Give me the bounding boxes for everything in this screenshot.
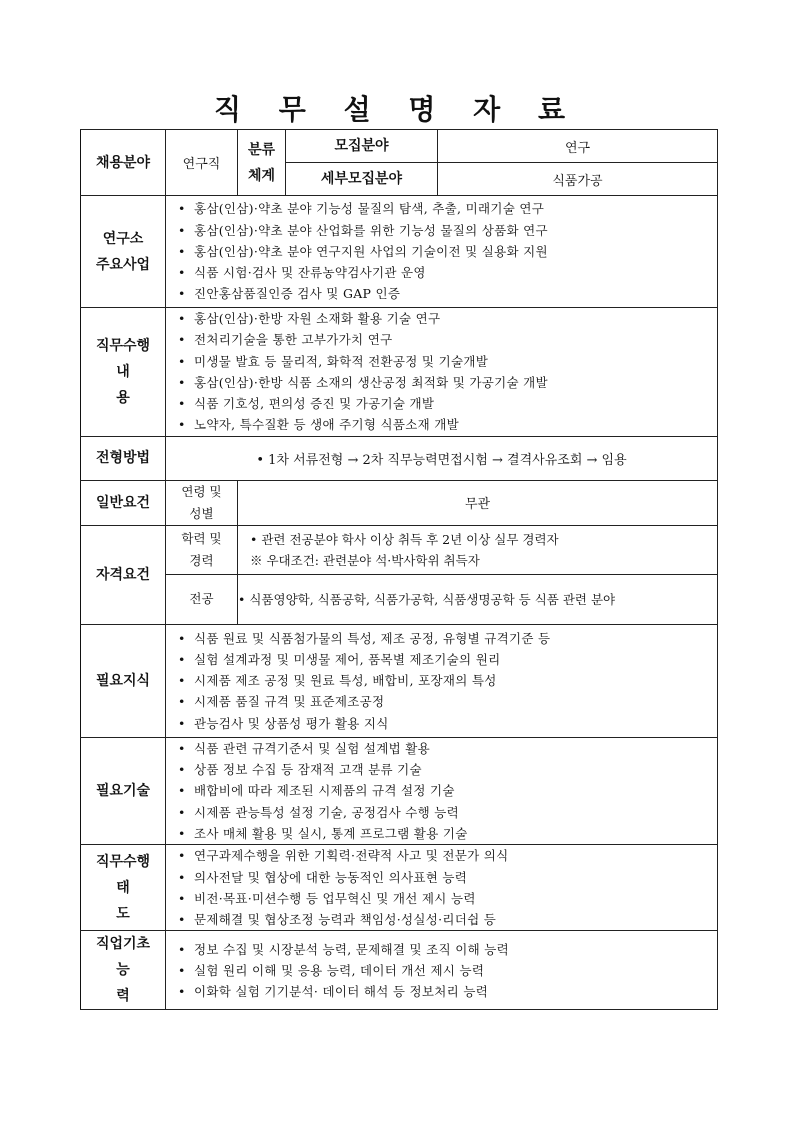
list-item: • 전처리기술을 통한 고부가가치 연구 — [178, 329, 717, 350]
document-title: 직 무 설 명 자 료 — [213, 93, 580, 126]
subcategory-label: 세부모집분야 — [286, 163, 438, 196]
list-item: • 식품 원료 및 식품첨가물의 특성, 제조 공정, 유형별 규격기준 등 — [178, 628, 717, 649]
skills-content — [166, 737, 718, 844]
job-content-list — [166, 308, 717, 436]
list-item: • 연구과제수행을 위한 기획력·전략적 사고 및 전문가 의식 — [178, 845, 717, 866]
classification-label-line-2: 체계 — [247, 167, 276, 184]
category-label: 모집분야 — [286, 130, 438, 163]
preferred-condition: ※ 우대조건: 관련분야 석·박사학위 취득자 — [250, 552, 480, 568]
general-requirements-label: 일반요건 — [81, 480, 166, 525]
skills-list — [166, 738, 717, 844]
list-item: • 문제해결 및 협상조정 능력과 책임성·성실성·리더쉽 등 — [178, 909, 717, 930]
attitude-list — [166, 845, 717, 930]
age-gender-label-line-2: 성별 — [189, 505, 214, 521]
list-item: • 관능검사 및 상품성 평가 활용 지식 — [178, 713, 717, 734]
list-item: • 식품 시험·검사 및 잔류농약검사기관 운영 — [178, 262, 717, 283]
list-item: • 노약자, 특수질환 등 생애 주기형 식품소재 개발 — [178, 414, 717, 435]
knowledge-list — [166, 628, 717, 734]
knowledge-label: 필요지식 — [81, 624, 166, 737]
list-item: • 시제품 관능특성 설정 기술, 공정검사 수행 능력 — [178, 802, 717, 823]
institute-business-content — [166, 196, 718, 308]
list-item: • 이화학 실험 기기분석· 데이터 해석 등 정보처리 능력 — [178, 981, 717, 1002]
basic-competency-label-char-1: 능 — [116, 962, 130, 979]
job-content-label-line-2 — [81, 359, 165, 411]
job-content-label-char-1: 내 — [116, 363, 130, 380]
list-item: • 홍삼(인삼)·한방 식품 소재의 생산공정 최적화 및 가공기술 개발 — [178, 372, 717, 393]
education-career-content — [238, 525, 718, 574]
attitude-label-line-1: 직무수행 — [95, 853, 151, 870]
list-item: • 홍삼(인삼)·약초 분야 기능성 물질의 탐색, 추출, 미래기술 연구 — [178, 198, 717, 219]
subcategory-value: 식품가공 — [438, 163, 718, 196]
list-item: • 정보 수집 및 시장분석 능력, 문제해결 및 조직 이해 능력 — [178, 939, 717, 960]
classification-label-line-1: 분류 — [247, 141, 276, 158]
major-label: 전공 — [166, 574, 238, 624]
job-description-table — [80, 129, 718, 1010]
age-gender-value: 무관 — [238, 480, 718, 525]
basic-competency-label-line-1: 직업기초 — [95, 936, 151, 953]
education-requirement: • 관련 전공분야 학사 이상 취득 후 2년 이상 실무 경력자 — [250, 531, 559, 547]
list-item: • 시제품 품질 규격 및 표준제조공정 — [178, 691, 717, 712]
institute-business-label-line-1: 연구소 — [102, 230, 144, 247]
age-gender-label-line-1: 연령 및 — [181, 483, 222, 499]
job-content-label — [81, 308, 166, 437]
knowledge-content — [166, 624, 718, 737]
education-career-label-line-1: 학력 및 — [181, 530, 222, 546]
job-content-label-line-1: 직무수행 — [95, 337, 151, 354]
list-item: • 실험 원리 이해 및 응용 능력, 데이터 개선 제시 능력 — [178, 960, 717, 981]
attitude-label — [81, 845, 166, 931]
list-item: • 식품 기호성, 편의성 증진 및 가공기술 개발 — [178, 393, 717, 414]
list-item: • 홍삼(인삼)·한방 자원 소재화 활용 기술 연구 — [178, 308, 717, 329]
list-item: • 비전·목표·미션수행 등 업무혁신 및 개선 제시 능력 — [178, 888, 717, 909]
list-item: • 미생물 발효 등 물리적, 화학적 전환공정 및 기술개발 — [178, 351, 717, 372]
basic-competency-label — [81, 931, 166, 1010]
recruitment-field-label: 채용분야 — [81, 130, 166, 196]
list-item: • 조사 매체 활용 및 실시, 통계 프로그램 활용 기술 — [178, 823, 717, 844]
list-item: • 배합비에 따라 제조된 시제품의 규격 설정 기술 — [178, 780, 717, 801]
basic-competency-label-char-2: 력 — [116, 988, 130, 1005]
attitude-label-char-1: 태 — [116, 879, 130, 896]
major-value: • 식품영양학, 식품공학, 식품가공학, 식품생명공학 등 식품 관련 분야 — [238, 574, 718, 624]
list-item: • 진안홍삼품질인증 검사 및 GAP 인증 — [178, 283, 717, 304]
basic-competency-content — [166, 931, 718, 1010]
institute-business-label-line-2: 주요사업 — [95, 256, 151, 273]
basic-competency-label-line-2 — [81, 957, 165, 1009]
institute-business-label — [81, 196, 166, 308]
education-career-label-line-2: 경력 — [189, 552, 214, 568]
list-item: • 홍삼(인삼)·약초 분야 연구지원 사업의 기술이전 및 실용화 지원 — [178, 241, 717, 262]
list-item: • 홍삼(인삼)·약초 분야 산업화를 위한 기능성 물질의 상품화 연구 — [178, 220, 717, 241]
classification-label — [238, 130, 286, 196]
qualifications-label: 자격요건 — [81, 525, 166, 624]
list-item: • 식품 관련 규격기준서 및 실험 설계법 활용 — [178, 738, 717, 759]
job-content-content — [166, 308, 718, 437]
list-item: • 상품 정보 수집 등 잠재적 고객 분류 기술 — [178, 759, 717, 780]
attitude-content — [166, 845, 718, 931]
selection-text: • 1차 서류전형 → 2차 직무능력면접시험 → 결격사유조회 → 임용 — [166, 436, 718, 480]
education-career-label — [166, 525, 238, 574]
basic-competency-list — [166, 939, 717, 1003]
list-item: • 의사전달 및 협상에 대한 능동적인 의사표현 능력 — [178, 867, 717, 888]
selection-label: 전형방법 — [81, 436, 166, 480]
age-gender-label — [166, 480, 238, 525]
recruitment-field-value: 연구직 — [166, 130, 238, 196]
list-item: • 실험 설계과정 및 미생물 제어, 품목별 제조기술의 원리 — [178, 649, 717, 670]
list-item: • 시제품 제조 공정 및 원료 특성, 배합비, 포장재의 특성 — [178, 670, 717, 691]
attitude-label-line-2 — [81, 875, 165, 927]
attitude-label-char-2: 도 — [116, 905, 130, 922]
skills-label: 필요기술 — [81, 737, 166, 844]
institute-business-list — [166, 198, 717, 304]
category-value: 연구 — [438, 130, 718, 163]
job-content-label-char-2: 용 — [116, 389, 130, 406]
